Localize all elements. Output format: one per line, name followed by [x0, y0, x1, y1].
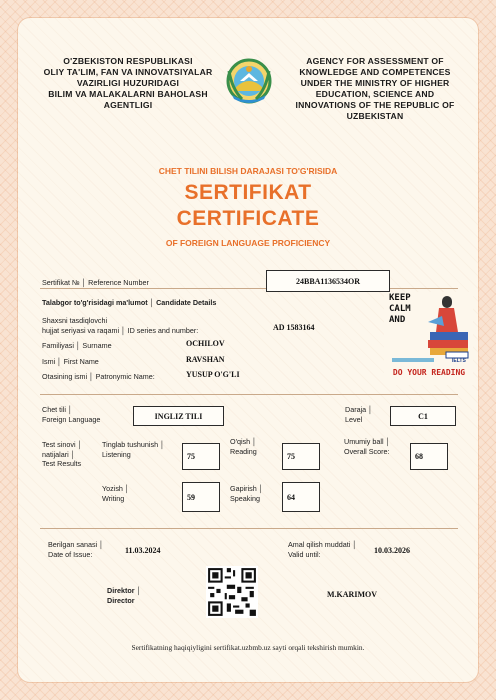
header-uz-line: AGENTLIGI: [103, 100, 153, 110]
test-results-label-line: Test sinovi │: [42, 440, 83, 449]
patronymic-label: Otasining ismi │ Patronymic Name:: [42, 372, 155, 381]
surname-label: Familiyasi │ Surname: [42, 341, 112, 350]
id-value: AD 1583164: [273, 323, 315, 332]
overall-label-line: Overall Score:: [344, 446, 390, 456]
valid-until-label-line: Amal qilish muddati │: [288, 540, 357, 549]
valid-until-label-line: Valid until:: [288, 549, 321, 559]
patronymic-value: YUSUP O'G'LI: [186, 370, 240, 379]
first-name-value: RAVSHAN: [186, 355, 225, 364]
reading-score: 75: [282, 443, 320, 470]
header-uz: [30, 56, 226, 111]
speaking-score: 64: [282, 482, 320, 512]
header-uz-line: BILIM VA MALAKALARNI BAHOLASH: [48, 89, 208, 99]
certificate-title-uz: SERTIFIKAT: [184, 181, 312, 204]
reference-number-value: 24BBA1136534OR: [266, 270, 390, 292]
certificate-title-en: CERTIFICATE: [176, 207, 320, 230]
test-results-label-line: Test Results: [42, 459, 82, 468]
qr-code-icon[interactable]: [206, 566, 258, 618]
director-label-line: Director: [107, 595, 135, 605]
overall-label: [344, 437, 390, 456]
test-results-label-line: natijalari │: [42, 449, 76, 459]
valid-until-value: 10.03.2026: [374, 546, 410, 555]
reference-divider: [40, 288, 458, 289]
subtitle-bottom: OF FOREIGN LANGUAGE PROFICIENCY: [165, 238, 331, 248]
listening-label: [102, 440, 165, 459]
header-uz-line: OLIY TA'LIM, FAN VA INNOVATSIYALAR: [43, 67, 213, 77]
speaking-label-line: Gapirish │: [230, 484, 264, 493]
poster-line: CALM: [389, 304, 411, 314]
header-uz-line: VAZIRLIGI HUZURIDAGI: [76, 78, 180, 88]
overall-score: 68: [410, 443, 448, 470]
listening-label-line: Tinglab tushunish │: [102, 440, 165, 449]
level-label-line: Level: [345, 414, 363, 424]
issue-date-label: [48, 540, 104, 559]
section-divider: [40, 528, 458, 529]
director-label: [107, 586, 141, 605]
speaking-label: [230, 484, 263, 503]
header-en-line: EDUCATION, SCIENCE AND: [315, 89, 435, 99]
reading-label-line: O'qish │: [230, 437, 257, 446]
poster-brand: IELTS: [452, 358, 466, 364]
director-name: M.KARIMOV: [327, 590, 377, 599]
overall-label-line: Umumiy ball │: [344, 437, 391, 446]
header-en: [277, 56, 473, 122]
level-label-line: Daraja │: [345, 405, 373, 414]
writing-label-line: Yozish │: [102, 484, 130, 493]
level-value: C1: [390, 406, 456, 426]
language-value: INGLIZ TILI: [133, 406, 224, 426]
id-label-line: Shaxsni tasdiqlovchi: [42, 316, 108, 325]
poster-bottom-text: DO YOUR READING: [392, 368, 466, 377]
header-en-line: KNOWLEDGE AND COMPETENCES: [299, 67, 451, 77]
header-uz-line: O'ZBEKISTON RESPUBLIKASI: [63, 56, 193, 66]
writing-label-line: Writing: [102, 493, 125, 503]
writing-label: [102, 484, 129, 503]
section-divider: [40, 394, 458, 395]
verification-note: Sertifikatning haqiqiyligini sertifikat.uzbmb.uz sayti orqali tekshirish mumkin.: [131, 643, 365, 652]
director-label-line: Direktor │: [107, 586, 142, 595]
language-label: [42, 405, 100, 424]
listening-label-line: Listening: [102, 449, 131, 459]
level-label: [345, 405, 373, 424]
language-label-line: Foreign Language: [42, 414, 101, 424]
header-en-line: UZBEKISTAN: [346, 111, 404, 121]
issue-date-label-line: Berilgan sanasi │: [48, 540, 104, 549]
first-name-label: Ismi │ First Name: [42, 357, 99, 366]
speaking-label-line: Speaking: [230, 493, 260, 503]
poster-line: AND: [389, 315, 406, 325]
reference-label: Sertifikat № │ Reference Number: [42, 278, 149, 287]
test-results-label: [42, 440, 82, 469]
poster-line: KEEP: [389, 293, 411, 303]
issue-date-label-line: Date of Issue:: [48, 549, 93, 559]
id-label: [42, 316, 198, 335]
valid-until-label: [288, 540, 357, 559]
state-emblem-icon: [226, 57, 272, 109]
writing-score: 59: [182, 482, 220, 512]
listening-score: 75: [182, 443, 220, 470]
reading-label: [230, 437, 257, 456]
subtitle-top: CHET TILINI BILISH DARAJASI TO'G'RISIDA: [158, 166, 338, 176]
header-en-line: AGENCY FOR ASSESSMENT OF: [306, 56, 444, 66]
language-label-line: Chet tili │: [42, 405, 73, 414]
id-label-line: hujjat seriyasi va raqami │ ID series and number:: [42, 325, 199, 335]
surname-value: OCHILOV: [186, 339, 225, 348]
header-en-line: INNOVATIONS OF THE REPUBLIC OF: [295, 100, 455, 110]
reading-label-line: Reading: [230, 446, 257, 456]
poster-keep-calm: [389, 293, 411, 326]
candidate-section-title: Talabgor to'g'risidagi ma'lumot │ Candidate Details: [42, 298, 217, 307]
issue-date-value: 11.03.2024: [125, 546, 161, 555]
candidate-photo: [384, 292, 473, 385]
header-en-line: UNDER THE MINISTRY OF HIGHER: [300, 78, 450, 88]
